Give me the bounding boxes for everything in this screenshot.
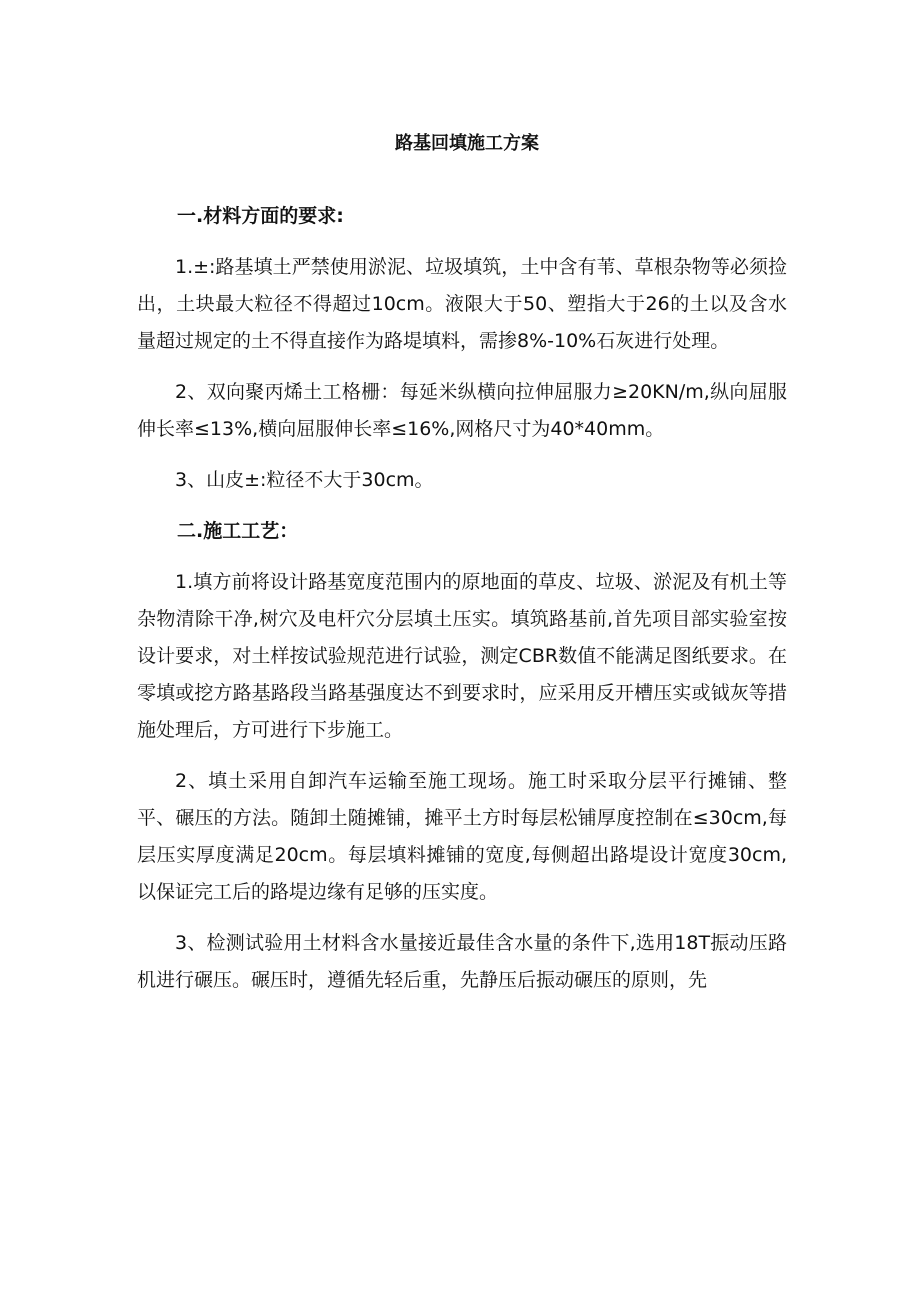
paragraph-soil: 1.±:路基填土严禁使用淤泥、垃圾填筑，土中含有苇、草根杂物等必须捡出，土块最大粒径不得超过10cm。液限大于50、塑指大于26的土以及含水量超过规定的土不得直接作为路堤填料，需掺8%-10%石灰进行处理。 [137, 256, 787, 352]
paragraph-shanpi: 3、山皮±:粒径不大于30cm。 [175, 469, 434, 491]
spacer [137, 360, 787, 374]
document-title: 路基回填施工方案 [395, 133, 539, 154]
section-heading-process: 二.施工工艺： [177, 520, 299, 542]
paragraph-geogrid: 2、双向聚丙烯土工格栅：每延米纵横向拉伸屈服力≥20KN∕m,纵向屈服伸长率≤13%,横向屈服伸长率≤16%,网格尺寸为40*40mm。 [137, 381, 787, 440]
paragraph-site-clearing: 1.填方前将设计路基宽度范围内的原地面的草皮、垃圾、淤泥及有机土等杂物清除干净,树穴及电杆穴分层填土压实。填筑路基前,首先项目部实验室按设计要求，对土样按试验规范进行试验，测定CBR数值不能满足图纸要求。在零填或挖方路基路段当路基强度达不到要求时，应采用反开槽压实或钺灰等措施处理后，方可进行下步施工。 [137, 571, 787, 741]
spacer [137, 499, 787, 513]
paragraph-compaction: 3、检测试验用土材料含水量接近最佳含水量的条件下,选用18T振动压路机进行碾压。碾压时，遵循先轻后重，先静压后振动碾压的原则，先 [137, 932, 787, 991]
paragraph-filling: 2、填土采用自卸汽车运输至施工现场。施工时采取分层平行摊铺、整平、碾压的方法。随卸土随摊铺，摊平土方时每层松铺厚度控制在≤30cm,每层压实厚度满足20cm。每层填料摊铺的宽度,每侧超出路堤设计宽度30cm,以保证完工后的路堤边缘有足够的压实度。 [137, 770, 787, 903]
spacer [137, 911, 787, 925]
spacer [137, 550, 787, 564]
section-heading-materials: 一.材料方面的要求: [177, 205, 344, 227]
document-body [137, 198, 787, 999]
spacer [137, 448, 787, 462]
spacer [137, 235, 787, 249]
spacer [137, 749, 787, 763]
